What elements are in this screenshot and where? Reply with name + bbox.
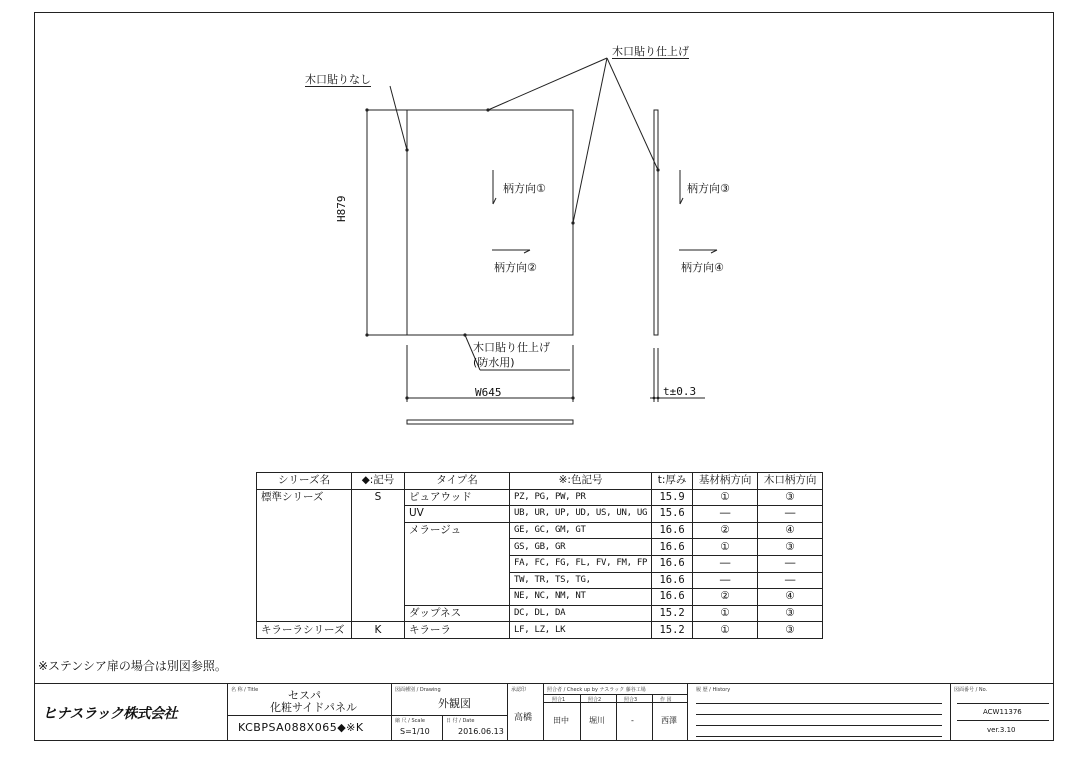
cell-thickness: 16.6 <box>652 589 693 606</box>
name-caption: 名 称 / Title <box>231 687 259 693</box>
cell-base-grain: ② <box>693 589 758 606</box>
number-cell <box>950 684 1053 741</box>
header-symbol: ◆:記号 <box>352 473 405 490</box>
check-caption: 照合者 / Check up by ナスラック 藤谷工場 <box>547 687 646 693</box>
cell-edge-grain: ③ <box>758 622 823 639</box>
cell-edge-grain: ④ <box>758 522 823 539</box>
cell-edge-grain: ③ <box>758 605 823 622</box>
grain-arrow-3 <box>680 170 683 204</box>
label-thickness-dim: t±0.3 <box>663 385 697 398</box>
cell-type: ダップネス <box>405 605 510 622</box>
cell-colors: LF, LZ, LK <box>510 622 652 639</box>
label-height-dim: H879 <box>335 195 348 222</box>
header-type: タイプ名 <box>405 473 510 490</box>
name-cell <box>227 684 391 741</box>
cell-base-grain: ― <box>693 555 758 572</box>
header-thickness: t:厚み <box>652 473 693 490</box>
grain-arrow-1 <box>493 170 496 204</box>
date-value: 2016.06.13 <box>458 727 504 736</box>
cell-symbol: S <box>352 489 405 622</box>
cell-thickness: 15.6 <box>652 506 693 523</box>
number-caption: 図面番号 / No. <box>954 687 988 693</box>
label-grain-2: 柄方向② <box>494 261 537 274</box>
company-name: ナスラック株式会社 <box>56 706 178 722</box>
cell-type: ピュアウッド <box>405 489 510 506</box>
cell-type: キラーラ <box>405 622 510 639</box>
label-grain-4: 柄方向④ <box>681 261 724 274</box>
cell-edge-grain: ③ <box>758 539 823 556</box>
company-logo <box>42 702 177 723</box>
cell-edge-grain: ― <box>758 555 823 572</box>
label-edge-finish-bottom: 木口貼り仕上げ <box>473 341 550 354</box>
checker-2: 堀川 <box>589 716 605 725</box>
front-panel <box>407 110 573 335</box>
cell-base-grain: ① <box>693 539 758 556</box>
cell-base-grain: ① <box>693 605 758 622</box>
title-block <box>34 683 1054 741</box>
label-grain-1: 柄方向① <box>503 182 546 195</box>
cell-colors: FA, FC, FG, FL, FV, FM, FP <box>510 555 652 572</box>
cell-colors: TW, TR, TS, TG, <box>510 572 652 589</box>
header-edge-grain: 木口柄方向 <box>758 473 823 490</box>
cell-base-grain: ② <box>693 522 758 539</box>
cell-thickness: 16.6 <box>652 572 693 589</box>
label-edge-finish-top: 木口貼り仕上げ <box>612 45 689 58</box>
leader-edge-none <box>390 86 407 150</box>
check-sub-4: 作 図 <box>660 697 672 703</box>
table-row <box>257 622 823 639</box>
history-caption: 履 歴 / History <box>696 687 731 693</box>
cell-colors: DC, DL, DA <box>510 605 652 622</box>
product-name: セスパ <box>288 689 321 702</box>
approver-name: 高橋 <box>514 713 533 723</box>
cell-base-grain: ― <box>693 572 758 589</box>
cell-colors: NE, NC, NM, NT <box>510 589 652 606</box>
cell-colors: GE, GC, GM, GT <box>510 522 652 539</box>
height-dimension <box>366 110 407 335</box>
drawing-version: ver.3.10 <box>987 726 1016 734</box>
cell-symbol: K <box>352 622 405 639</box>
cell-thickness: 16.6 <box>652 555 693 572</box>
cell-type: UV <box>405 506 510 523</box>
checker-4: 西澤 <box>661 716 677 725</box>
table-row <box>257 489 823 506</box>
cell-thickness: 16.6 <box>652 522 693 539</box>
cell-base-grain: ― <box>693 506 758 523</box>
drawing-type-cell <box>391 684 507 741</box>
checker-3: - <box>631 716 634 725</box>
label-width-dim: W645 <box>475 386 502 399</box>
drawing-caption: 図面種別 / Drawing <box>395 687 441 693</box>
cell-colors: UB, UR, UP, UD, US, UN, UG <box>510 506 652 523</box>
label-grain-3: 柄方向③ <box>687 182 730 195</box>
cell-series: 標準シリーズ <box>257 489 352 622</box>
header-series: シリーズ名 <box>257 473 352 490</box>
bottom-panel <box>407 420 573 424</box>
cell-thickness: 15.2 <box>652 605 693 622</box>
cell-colors: GS, GB, GR <box>510 539 652 556</box>
logo-mark-icon: ヒ <box>42 704 57 722</box>
checker-cell <box>543 684 687 741</box>
header-colors: ※:色記号 <box>510 473 652 490</box>
check-sub-2: 照合2 <box>588 697 602 703</box>
stencia-note: ※ステンシア扉の場合は別図参照。 <box>38 659 227 673</box>
date-caption: 日 付 / Date <box>446 718 475 724</box>
scale-caption: 縮 尺 / Scale <box>395 718 425 724</box>
drawing-number: ACW11376 <box>983 708 1022 716</box>
cell-edge-grain: ― <box>758 572 823 589</box>
cell-thickness: 16.6 <box>652 539 693 556</box>
header-base-grain: 基材柄方向 <box>693 473 758 490</box>
cell-type: メラージュ <box>405 522 510 605</box>
cell-edge-grain: ― <box>758 506 823 523</box>
spec-table <box>256 472 823 639</box>
label-edge-none: 木口貼りなし <box>305 73 371 86</box>
side-panel <box>654 110 658 335</box>
model-number: KCBPSA088X065◆※K <box>238 721 364 734</box>
check-sub-1: 照合1 <box>552 697 566 703</box>
cell-edge-grain: ③ <box>758 489 823 506</box>
label-waterproof: (防水用) <box>473 356 515 369</box>
cell-base-grain: ① <box>693 489 758 506</box>
cell-edge-grain: ④ <box>758 589 823 606</box>
table-header-row <box>257 473 823 490</box>
check-sub-3: 照合3 <box>624 697 638 703</box>
approver-cell <box>507 684 543 741</box>
approver-caption: 承認印 <box>511 687 527 693</box>
product-subname: 化粧サイドパネル <box>270 701 358 714</box>
cell-thickness: 15.2 <box>652 622 693 639</box>
cell-thickness: 15.9 <box>652 489 693 506</box>
cell-colors: PZ, PG, PW, PR <box>510 489 652 506</box>
scale-value: S=1/10 <box>400 727 430 736</box>
drawing-type: 外観図 <box>438 697 471 710</box>
cell-base-grain: ① <box>693 622 758 639</box>
cell-series: キラーラシリーズ <box>257 622 352 639</box>
history-cell <box>687 684 950 741</box>
grain-arrow-4 <box>679 250 717 253</box>
checker-1: 田中 <box>553 716 569 725</box>
grain-arrow-2 <box>492 250 530 253</box>
